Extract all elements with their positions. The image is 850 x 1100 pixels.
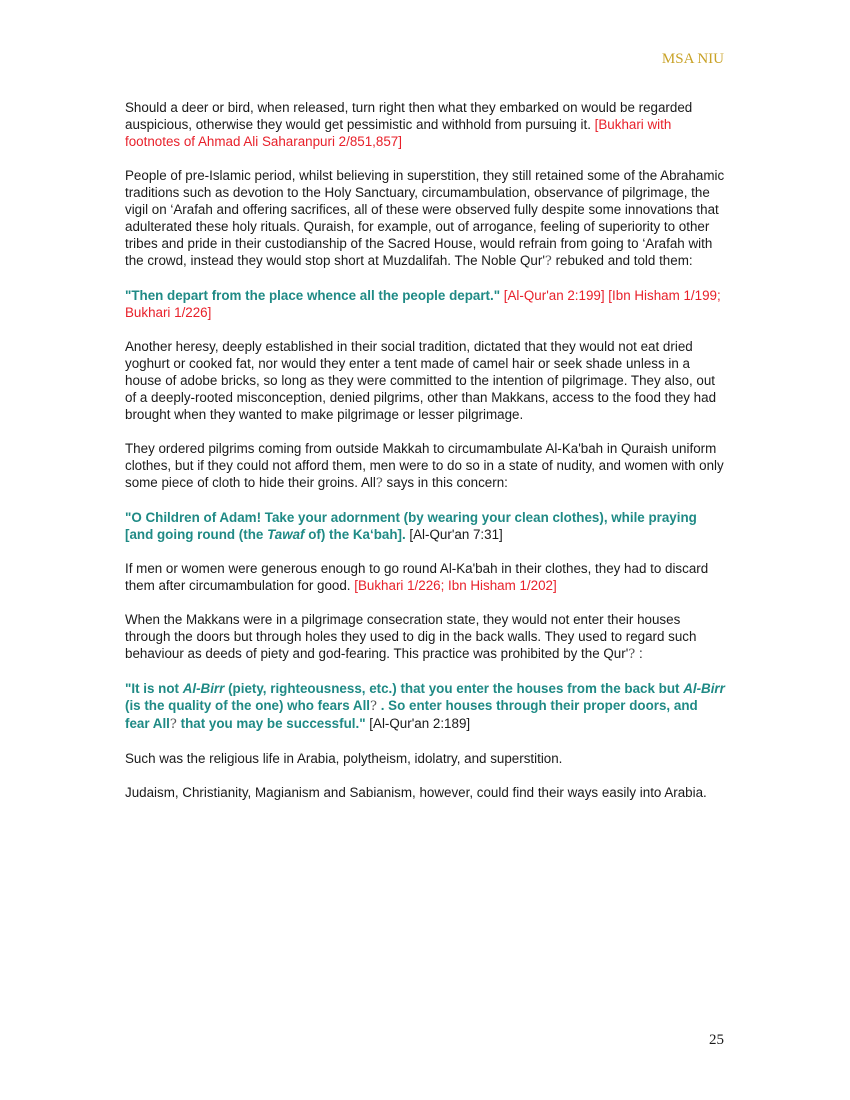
missing-glyph: ? [628, 647, 636, 662]
body-text: When the Makkans were in a pilgrimage consecration state, they would not enter their houses through the doors but through holes they used to dig in the back walls. They used to regard such behaviour as deeds of piety and god-fearing. This practice was prohibited by the Qur' [125, 612, 697, 661]
paragraph-uniform-clothes [125, 440, 725, 492]
citation: [Al-Qur'an 2:189] [365, 716, 471, 731]
quran-quote-2-189 [125, 680, 725, 733]
running-header: MSA NIU [661, 51, 724, 67]
quote-italic-term: Tawaf [267, 527, 305, 542]
missing-glyph: ? [169, 717, 177, 732]
body-text: says in this concern: [382, 475, 508, 490]
paragraph-omens [125, 99, 725, 150]
quran-quote-2-199 [125, 287, 725, 321]
quote-part: (piety, righteousness, etc.) that you enter the houses from the back but [224, 681, 684, 696]
paragraph-abrahamic-traditions [125, 167, 725, 270]
page-body [125, 99, 725, 818]
page-number: 25 [709, 1032, 724, 1048]
body-text: Should a deer or bird, when released, turn right then what they embarked on would be regarded auspicious, otherwise they would get pessimistic and withhold from pursuing it. [125, 100, 693, 132]
body-text: rebuked and told them: [551, 253, 693, 268]
quote-part: . So enter houses through their proper doors, and fear All [125, 698, 698, 731]
quote-part: "It is not [125, 681, 183, 696]
citation: [Al-Qur'an 2:199] [Ibn Hisham 1/199; Bukhari 1/226] [125, 288, 721, 320]
quote-part: "O Children of Adam! Take your adornment (by wearing your clean clothes), while praying [and going round (the [125, 510, 697, 542]
body-text: Such was the religious life in Arabia, polytheism, idolatry, and superstition. [125, 751, 563, 766]
missing-glyph: ? [370, 699, 378, 714]
paragraph-other-religions [125, 784, 725, 801]
body-text: They ordered pilgrims coming from outside Makkah to circumambulate Al-Ka'bah in Quraish uniform clothes, but if they could not afford them, men were to do so in a state of nudity, and women with only some piece of cloth to hide their groins. All [125, 441, 724, 490]
quote-italic-term: Al-Birr [182, 681, 225, 696]
body-text: : [635, 646, 643, 661]
paragraph-summary [125, 750, 725, 767]
quote-italic-term: Al-Birr [683, 681, 725, 696]
quote-text: "Then depart from the place whence all the people depart." [125, 288, 501, 303]
paragraph-heresy [125, 338, 725, 423]
missing-glyph: ? [375, 476, 383, 491]
body-text: People of pre-Islamic period, whilst believing in superstition, they still retained some of the Abrahamic traditions such as devotion to the Holy Sanctuary, circumambulation, observance of pilgrimage, the vigil on ‘Arafah and offering sacrifices, all of these were observed fully despite some innovations that adulterated these holy rituals. Quraish, for example, out of arrogance, feeling of superiority to other tribes and pride in their custodianship of the Sacred House, would refrain from going to ‘Arafah with the crowd, instead they would stop short at Muzdalifah. The Noble Qur' [125, 168, 725, 268]
quote-part: (is the quality of the one) who fears All [125, 698, 371, 713]
body-text: Another heresy, deeply established in their social tradition, dictated that they would not eat dried yoghurt or cooked fat, nor would they enter a tent made of camel hair or seek shade unless in a house of adobe bricks, so long as they were committed to the intention of pilgrimage. They also, out of a deeply-rooted misconception, denied pilgrims, other than Makkans, access to the food they had brought when they wanted to make pilgrimage or lesser pilgrimage. [125, 339, 717, 422]
paragraph-discard-clothes [125, 560, 725, 594]
body-text: Judaism, Christianity, Magianism and Sabianism, however, could find their ways easily into Arabia. [125, 785, 707, 800]
citation: [Bukhari 1/226; Ibn Hisham 1/202] [354, 578, 557, 593]
citation: [Al-Qur'an 7:31] [405, 527, 503, 542]
quote-part: of) the Ka‘bah]. [304, 527, 406, 542]
quote-part: that you may be successful." [176, 716, 366, 731]
paragraph-back-walls [125, 611, 725, 663]
missing-glyph: ? [544, 254, 552, 269]
body-text: If men or women were generous enough to go round Al-Ka'bah in their clothes, they had to discard them after circumambulation for good. [125, 561, 709, 593]
citation: [Bukhari with footnotes of Ahmad Ali Saharanpuri 2/851,857] [125, 117, 672, 149]
quran-quote-7-31 [125, 509, 725, 543]
